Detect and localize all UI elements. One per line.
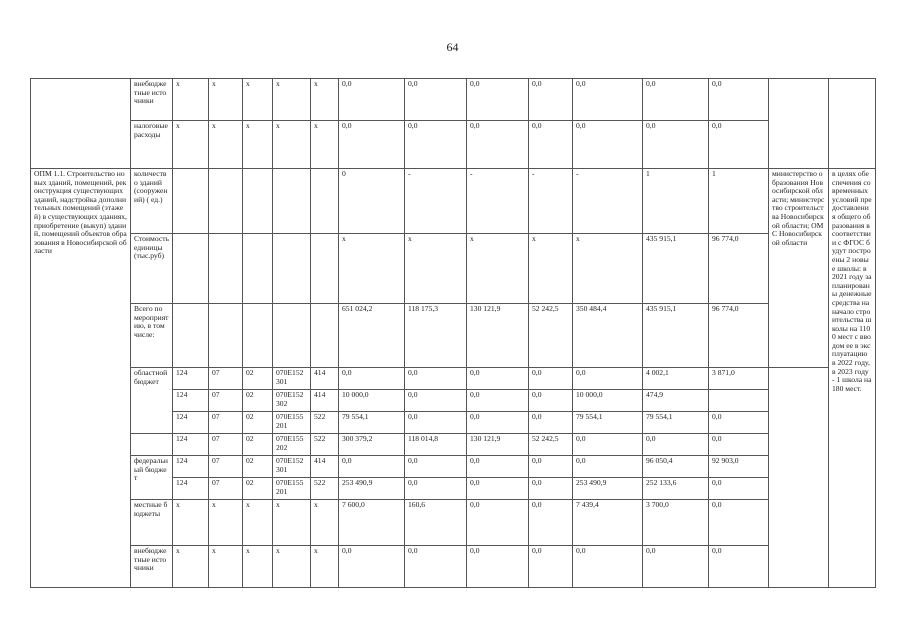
value-cell: 0,0 [405,412,467,434]
table-row [31,234,876,304]
value-cell: 0,0 [339,79,405,121]
value-cell: 0,0 [467,478,529,500]
value-cell: 7 600,0 [339,500,405,546]
source-cell: внебюджетные источники [131,546,173,588]
indicator-label: Стоимость единицы (тыс.руб) [131,234,173,304]
code-cell: 124 [173,434,209,456]
value-cell: 0,0 [467,456,529,478]
table-row [31,456,876,478]
value-cell: 0,0 [573,121,643,169]
value-cell: 0,0 [529,79,573,121]
executor-cell [769,79,829,169]
value-cell: 0,0 [339,121,405,169]
code-cell: 070Е152302 [273,390,311,412]
code-cell [173,304,209,368]
code-cell [273,304,311,368]
code-cell: 02 [243,478,273,500]
code-cell [173,234,209,304]
value-cell: 7 439,4 [573,500,643,546]
value-cell: 0,0 [709,478,769,500]
code-cell: 07 [209,368,243,390]
value-cell: 0,0 [405,390,467,412]
value-cell: 0,0 [573,368,643,390]
code-cell: 124 [173,412,209,434]
value-cell: 0,0 [467,79,529,121]
code-cell: 522 [311,434,339,456]
value-cell: 0,0 [643,434,709,456]
source-cell [131,434,173,456]
code-cell [311,169,339,234]
code-cell: x [311,500,339,546]
value-cell: 130 121,9 [467,434,529,456]
code-cell: 070Е155201 [273,412,311,434]
code-cell [243,304,273,368]
value-cell: 252 133,6 [643,478,709,500]
value-cell: 92 903,0 [709,456,769,478]
value-cell: 10 000,0 [573,390,643,412]
value-cell: 3 700,0 [643,500,709,546]
value-cell: x [339,234,405,304]
code-cell: 124 [173,456,209,478]
value-cell: 79 554,1 [643,412,709,434]
value-cell: - [573,169,643,234]
code-cell [209,234,243,304]
value-cell: 96 774,0 [709,304,769,368]
value-cell: 0,0 [529,368,573,390]
code-cell: 02 [243,456,273,478]
table-row [31,121,876,169]
value-cell: 0 [339,169,405,234]
value-cell: 0,0 [467,412,529,434]
code-cell: x [243,546,273,588]
code-cell: x [173,79,209,121]
value-cell: 0,0 [529,478,573,500]
value-cell: 0,0 [573,546,643,588]
value-cell: 0,0 [405,121,467,169]
code-cell: x [273,546,311,588]
code-cell: 02 [243,412,273,434]
code-cell [311,234,339,304]
code-cell: x [273,121,311,169]
code-cell: x [209,500,243,546]
value-cell: 160,6 [405,500,467,546]
value-cell: x [529,234,573,304]
code-cell: x [311,546,339,588]
value-cell: 0,0 [529,412,573,434]
value-cell: 96 774,0 [709,234,769,304]
code-cell: x [311,121,339,169]
code-cell: 414 [311,368,339,390]
value-cell: x [467,234,529,304]
value-cell: 0,0 [573,79,643,121]
code-cell: x [209,121,243,169]
value-cell: - [529,169,573,234]
value-cell: 0,0 [467,121,529,169]
table-row [31,434,876,456]
source-cell: местные бюджеты [131,500,173,546]
value-cell: 0,0 [467,390,529,412]
event-name-cell: ОПМ 1.1. Строительство новых зданий, помещений, реконструкция существующих зданий, надстройка дополнительных помещений (этажей) в существующих зданиях, приобретение (выкуп) зданий, помещений объектов образования в Новосибирской области [31,169,131,588]
source-cell: областной бюджет [131,368,173,434]
table-row [31,546,876,588]
value-cell: 435 915,1 [643,234,709,304]
value-cell: x [405,234,467,304]
code-cell [173,169,209,234]
code-cell [273,234,311,304]
code-cell [243,234,273,304]
code-cell: 070Е155201 [273,478,311,500]
result-cell: в целях обеспечения современных условий предоставления общего образования в соответствии с ФГОС будут построены 2 новые школы: в 2021 году запланированы денежные средства на начало строительства школы на 1100 мест с вводом ее в эксплуатацию в 2022 году, в 2023 году - 1 школа на 180 мест. [829,169,876,588]
code-cell: 414 [311,390,339,412]
value-cell [709,390,769,412]
value-cell: 118 014,8 [405,434,467,456]
value-cell: 0,0 [405,368,467,390]
value-cell: 0,0 [405,79,467,121]
value-cell: x [573,234,643,304]
code-cell: 07 [209,390,243,412]
value-cell: 0,0 [529,390,573,412]
value-cell: 10 000,0 [339,390,405,412]
code-cell: x [243,500,273,546]
indicator-label: Всего по мероприятию, в том числе: [131,304,173,368]
code-cell: 124 [173,478,209,500]
code-cell: 070Е152301 [273,456,311,478]
value-cell: 474,9 [643,390,709,412]
code-cell: 414 [311,456,339,478]
value-cell: 0,0 [709,434,769,456]
value-cell: 0,0 [573,456,643,478]
value-cell: 0,0 [467,546,529,588]
value-cell: 0,0 [643,79,709,121]
executor-cell [769,368,829,588]
value-cell: 1 [643,169,709,234]
code-cell [311,304,339,368]
value-cell: 52 242,5 [529,304,573,368]
code-cell: x [243,79,273,121]
event-name-cell [31,79,131,169]
code-cell: 070Е155202 [273,434,311,456]
value-cell: 253 490,9 [573,478,643,500]
value-cell: 0,0 [529,500,573,546]
source-cell: внебюджетные источники [131,79,173,121]
source-cell: налоговые расходы [131,121,173,169]
value-cell: 253 490,9 [339,478,405,500]
code-cell: 02 [243,390,273,412]
value-cell: 130 121,9 [467,304,529,368]
value-cell: 350 484,4 [573,304,643,368]
value-cell: 0,0 [529,121,573,169]
value-cell: 96 050,4 [643,456,709,478]
code-cell: x [173,121,209,169]
indicator-label: количество зданий (сооружений) ( ед.) [131,169,173,234]
page-number: 64 [446,40,459,54]
value-cell: 0,0 [467,500,529,546]
value-cell: 0,0 [339,546,405,588]
value-cell: 0,0 [709,79,769,121]
code-cell: 124 [173,368,209,390]
code-cell [273,169,311,234]
value-cell: 79 554,1 [573,412,643,434]
code-cell [209,304,243,368]
code-cell [243,169,273,234]
code-cell: 522 [311,478,339,500]
executor-cell: министерство образования Новосибирской области; министерство строительства Новосибирской области; ОМС Новосибирской области [769,169,829,368]
value-cell: 651 024,2 [339,304,405,368]
value-cell: 0,0 [467,368,529,390]
value-cell: 118 175,3 [405,304,467,368]
value-cell: 0,0 [709,500,769,546]
code-cell: 07 [209,412,243,434]
code-cell: 07 [209,456,243,478]
value-cell: 0,0 [405,546,467,588]
code-cell: 02 [243,434,273,456]
code-cell: 07 [209,434,243,456]
source-cell: федеральный бюджет [131,456,173,500]
table-row [31,500,876,546]
code-cell: x [209,79,243,121]
result-cell [829,79,876,169]
code-cell: x [209,546,243,588]
value-cell: 0,0 [573,434,643,456]
code-cell: x [173,500,209,546]
value-cell: 0,0 [405,456,467,478]
table-row [31,79,876,121]
code-cell: x [243,121,273,169]
value-cell: 3 871,0 [709,368,769,390]
table-row [31,169,876,234]
code-cell: 070Е152301 [273,368,311,390]
table-row [31,304,876,368]
table-row [31,368,876,390]
value-cell: 52 242,5 [529,434,573,456]
code-cell [209,169,243,234]
code-cell: x [273,500,311,546]
code-cell: 124 [173,390,209,412]
code-cell: 07 [209,478,243,500]
code-cell: x [273,79,311,121]
value-cell: 0,0 [339,456,405,478]
value-cell: 0,0 [709,412,769,434]
value-cell: 79 554,1 [339,412,405,434]
value-cell: 0,0 [339,368,405,390]
value-cell: 4 002,1 [643,368,709,390]
value-cell: 0,0 [709,546,769,588]
value-cell: 300 379,2 [339,434,405,456]
value-cell: 0,0 [405,478,467,500]
value-cell: 0,0 [643,121,709,169]
value-cell: 435 915,1 [643,304,709,368]
budget-table [30,78,876,588]
code-cell: x [173,546,209,588]
code-cell: 522 [311,412,339,434]
value-cell: 0,0 [709,121,769,169]
value-cell: 1 [709,169,769,234]
value-cell: 0,0 [529,546,573,588]
value-cell: - [405,169,467,234]
code-cell: 02 [243,368,273,390]
value-cell: - [467,169,529,234]
value-cell: 0,0 [529,456,573,478]
code-cell: x [311,79,339,121]
value-cell: 0,0 [643,546,709,588]
